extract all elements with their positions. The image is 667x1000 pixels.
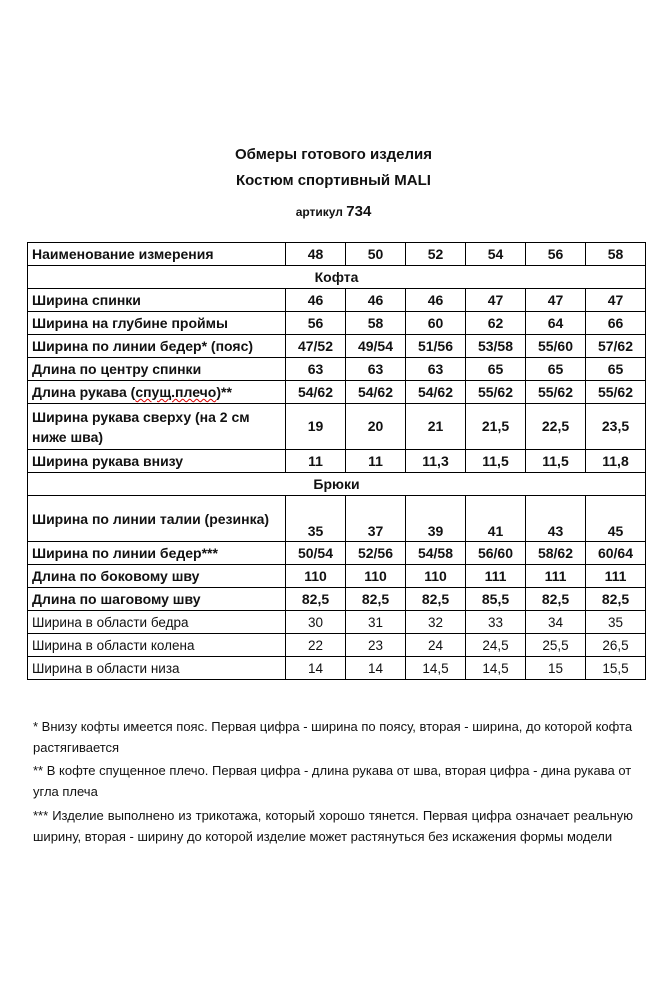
cell-value: 55/60: [526, 335, 586, 358]
cell-value: 111: [586, 565, 646, 588]
cell-value: 82,5: [406, 588, 466, 611]
cell-value: 55/62: [526, 381, 586, 404]
row-name: Длина по шаговому шву: [28, 588, 286, 611]
header-cell-size: 54: [466, 243, 526, 266]
cell-value: 47/52: [286, 335, 346, 358]
cell-value: 54/62: [286, 381, 346, 404]
section-title: Брюки: [28, 473, 646, 496]
header-cell-size: 52: [406, 243, 466, 266]
cell-value: 51/56: [406, 335, 466, 358]
cell-value: 57/62: [586, 335, 646, 358]
row-name-part: Длина рукава (: [32, 384, 136, 400]
header-cell-size: 56: [526, 243, 586, 266]
cell-value: 21,5: [466, 404, 526, 450]
cell-value: 56/60: [466, 542, 526, 565]
cell-value: 55/62: [466, 381, 526, 404]
cell-value: 110: [406, 565, 466, 588]
cell-value: 21: [406, 404, 466, 450]
header-cell-size: 48: [286, 243, 346, 266]
row-name: Ширина в области бедра: [28, 611, 286, 634]
header-cell-size: 58: [586, 243, 646, 266]
header-cell-size: 50: [346, 243, 406, 266]
cell-value: 34: [526, 611, 586, 634]
row-name: Ширина по линии бедер***: [28, 542, 286, 565]
cell-value: 26,5: [586, 634, 646, 657]
cell-value: 63: [346, 358, 406, 381]
row-name: Длина по центру спинки: [28, 358, 286, 381]
document-title: Обмеры готового изделия: [234, 146, 433, 163]
cell-value: 47: [526, 289, 586, 312]
cell-value: 20: [346, 404, 406, 450]
cell-value: 60: [406, 312, 466, 335]
cell-value: 85,5: [466, 588, 526, 611]
cell-value: 111: [466, 565, 526, 588]
cell-value: 14: [286, 657, 346, 680]
row-name: Ширина в области низа: [28, 657, 286, 680]
row-name: Ширина рукава внизу: [28, 450, 286, 473]
section-title: Кофта: [28, 266, 646, 289]
table-header-row: [28, 243, 646, 266]
cell-value: 82,5: [346, 588, 406, 611]
cell-value: 111: [526, 565, 586, 588]
row-name: [28, 381, 286, 404]
table-row: [28, 611, 646, 634]
cell-value: 82,5: [526, 588, 586, 611]
cell-value: 60/64: [586, 542, 646, 565]
cell-value: 62: [466, 312, 526, 335]
cell-value: 55/62: [586, 381, 646, 404]
cell-value: 24,5: [466, 634, 526, 657]
table-row: [28, 496, 646, 542]
cell-value: 47: [586, 289, 646, 312]
cell-value: 110: [346, 565, 406, 588]
row-name: Ширина в области колена: [28, 634, 286, 657]
table-row: [28, 657, 646, 680]
table-row: [28, 335, 646, 358]
cell-value: 53/58: [466, 335, 526, 358]
cell-value: 64: [526, 312, 586, 335]
measurements-table: [27, 242, 646, 680]
cell-value: 33: [466, 611, 526, 634]
cell-value: 19: [286, 404, 346, 450]
cell-value: 50/54: [286, 542, 346, 565]
cell-value: 46: [346, 289, 406, 312]
row-name: Ширина по линии бедер* (пояс): [28, 335, 286, 358]
cell-value: 52/56: [346, 542, 406, 565]
cell-value: 66: [586, 312, 646, 335]
cell-value: 32: [406, 611, 466, 634]
row-name: Длина по боковому шву: [28, 565, 286, 588]
cell-value: 82,5: [586, 588, 646, 611]
cell-value: 37: [346, 496, 406, 542]
cell-value: 23: [346, 634, 406, 657]
cell-value: 35: [286, 496, 346, 542]
cell-value: 11,5: [466, 450, 526, 473]
cell-value: 43: [526, 496, 586, 542]
cell-value: 65: [586, 358, 646, 381]
cell-value: 14,5: [406, 657, 466, 680]
row-name: Ширина рукава сверху (на 2 см ниже шва): [28, 404, 286, 450]
product-name: Костюм спортивный MALI: [236, 172, 431, 189]
cell-value: 82,5: [286, 588, 346, 611]
row-name-part: )**: [216, 384, 232, 400]
table-row: [28, 565, 646, 588]
table-row: [28, 404, 646, 450]
cell-value: 11: [286, 450, 346, 473]
cell-value: 15,5: [586, 657, 646, 680]
footnote-sleeve: ** В кофте спущенное плечо. Первая цифра - длина рукава от шва, вторая цифра - дина рукава от угла плеча: [33, 763, 632, 799]
cell-value: 31: [346, 611, 406, 634]
cell-value: 46: [406, 289, 466, 312]
cell-value: 58: [346, 312, 406, 335]
cell-value: 58/62: [526, 542, 586, 565]
cell-value: 11,8: [586, 450, 646, 473]
cell-value: 54/62: [406, 381, 466, 404]
cell-value: 49/54: [346, 335, 406, 358]
cell-value: 41: [466, 496, 526, 542]
cell-value: 25,5: [526, 634, 586, 657]
cell-value: 11: [346, 450, 406, 473]
table-row: [28, 312, 646, 335]
section-row-jacket: [28, 266, 646, 289]
cell-value: 14: [346, 657, 406, 680]
table-row: [28, 450, 646, 473]
cell-value: 11,3: [406, 450, 466, 473]
cell-value: 24: [406, 634, 466, 657]
row-name: Ширина на глубине проймы: [28, 312, 286, 335]
cell-value: 45: [586, 496, 646, 542]
cell-value: 63: [286, 358, 346, 381]
article-label: артикул: [295, 205, 343, 219]
cell-value: 22: [286, 634, 346, 657]
article-number: 734: [346, 203, 372, 220]
cell-value: 54/62: [346, 381, 406, 404]
cell-value: 11,5: [526, 450, 586, 473]
row-name: Ширина спинки: [28, 289, 286, 312]
cell-value: 14,5: [466, 657, 526, 680]
table-row: [28, 358, 646, 381]
header-cell-name: Наименование измерения: [28, 243, 286, 266]
cell-value: 35: [586, 611, 646, 634]
cell-value: 30: [286, 611, 346, 634]
cell-value: 47: [466, 289, 526, 312]
cell-value: 65: [466, 358, 526, 381]
footnote-fabric: *** Изделие выполнено из трикотажа, который хорошо тянется. Первая цифра означает реальную ширину, вторая - ширину до которой изделие может растянуться без искажения формы модели: [33, 808, 633, 844]
cell-value: 110: [286, 565, 346, 588]
cell-value: 15: [526, 657, 586, 680]
cell-value: 54/58: [406, 542, 466, 565]
table-row: [28, 289, 646, 312]
spellcheck-underlined-text: спущ.плечо: [135, 384, 217, 400]
cell-value: 46: [286, 289, 346, 312]
article-line: [0, 203, 667, 220]
row-name: Ширина по линии талии (резинка): [28, 496, 286, 542]
cell-value: 23,5: [586, 404, 646, 450]
section-row-pants: [28, 473, 646, 496]
footnote-belt: * Внизу кофты имеется пояс. Первая цифра - ширина по поясу, вторая - ширина, до которой кофта растягивается: [33, 719, 633, 755]
cell-value: 56: [286, 312, 346, 335]
table-row: [28, 542, 646, 565]
table-row: [28, 588, 646, 611]
cell-value: 39: [406, 496, 466, 542]
cell-value: 65: [526, 358, 586, 381]
table-row: [28, 634, 646, 657]
cell-value: 63: [406, 358, 466, 381]
table-row: [28, 381, 646, 404]
cell-value: 22,5: [526, 404, 586, 450]
